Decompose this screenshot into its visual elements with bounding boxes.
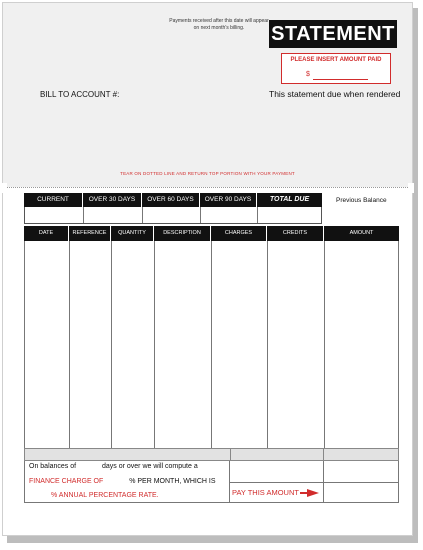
pay-this-amount-label: PAY THIS AMOUNT — [232, 488, 299, 497]
amount-paid-box[interactable] — [281, 53, 391, 84]
statement-title: STATEMENT — [269, 20, 397, 48]
column-divider — [211, 241, 212, 448]
column-amount: AMOUNT — [349, 230, 374, 236]
dotted-tear-line — [3, 187, 412, 188]
aging-col-over-60: OVER 60 DAYS — [142, 193, 200, 207]
aging-col-over-30: OVER 30 DAYS — [83, 193, 142, 207]
transactions-header — [24, 226, 399, 241]
due-text: This statement due when rendered — [269, 89, 401, 99]
column-divider — [154, 241, 155, 448]
aging-col-total-due: TOTAL DUE — [269, 196, 310, 203]
aging-value-over-90[interactable] — [201, 207, 258, 223]
finance-line-1a: On balances of — [29, 463, 77, 470]
statement-form — [2, 2, 413, 536]
finance-line-2a: FINANCE CHARGE OF — [29, 478, 104, 485]
totals-band — [24, 448, 399, 461]
finance-line-2 — [29, 478, 216, 485]
aging-value-total-due[interactable] — [258, 207, 321, 223]
finance-terms-box — [24, 461, 399, 503]
aging-value-over-30[interactable] — [84, 207, 143, 223]
column-divider — [111, 241, 112, 448]
finance-line-1 — [29, 463, 198, 470]
aging-header — [24, 193, 322, 207]
finance-row-divider — [230, 482, 398, 483]
totals-divider — [323, 449, 324, 460]
aging-value-over-60[interactable] — [143, 207, 201, 223]
finance-line-1b: days or over we will compute a — [102, 463, 198, 470]
currency-symbol: $ — [306, 71, 310, 78]
tear-notch-left — [1, 183, 7, 193]
aging-col-over-90: OVER 90 DAYS — [200, 193, 257, 207]
aging-values-row — [24, 207, 322, 224]
tear-instruction: TEAR ON DOTTED LINE AND RETURN TOP PORTION WITH YOUR PAYMENT — [120, 171, 295, 176]
totals-divider — [230, 449, 231, 460]
amount-paid-label: PLEASE INSERT AMOUNT PAID — [290, 57, 382, 63]
column-quantity: QUANTITY — [111, 226, 154, 241]
aging-col-current: CURRENT — [24, 193, 83, 207]
column-description: DESCRIPTION — [154, 226, 211, 241]
column-divider — [69, 241, 70, 448]
column-credits: CREDITS — [267, 226, 324, 241]
bill-to-account-label: BILL TO ACCOUNT #: — [40, 90, 120, 99]
column-date: DATE — [24, 226, 69, 241]
column-divider — [324, 241, 325, 448]
finance-line-2b: % PER MONTH, WHICH IS — [129, 478, 216, 485]
column-divider — [267, 241, 268, 448]
column-reference: REFERENCE — [69, 226, 111, 241]
arrow-right-icon — [307, 489, 319, 497]
aging-value-current[interactable] — [25, 207, 84, 223]
previous-balance-label: Previous Balance — [336, 197, 387, 204]
finance-line-3: % ANNUAL PERCENTAGE RATE. — [51, 492, 159, 499]
column-charges: CHARGES — [211, 226, 267, 241]
transactions-body[interactable] — [24, 241, 399, 448]
amount-paid-line — [313, 79, 368, 80]
payment-note: Payments received after this date will appear on next month's billing. — [169, 18, 269, 31]
tear-notch-right — [408, 183, 414, 193]
